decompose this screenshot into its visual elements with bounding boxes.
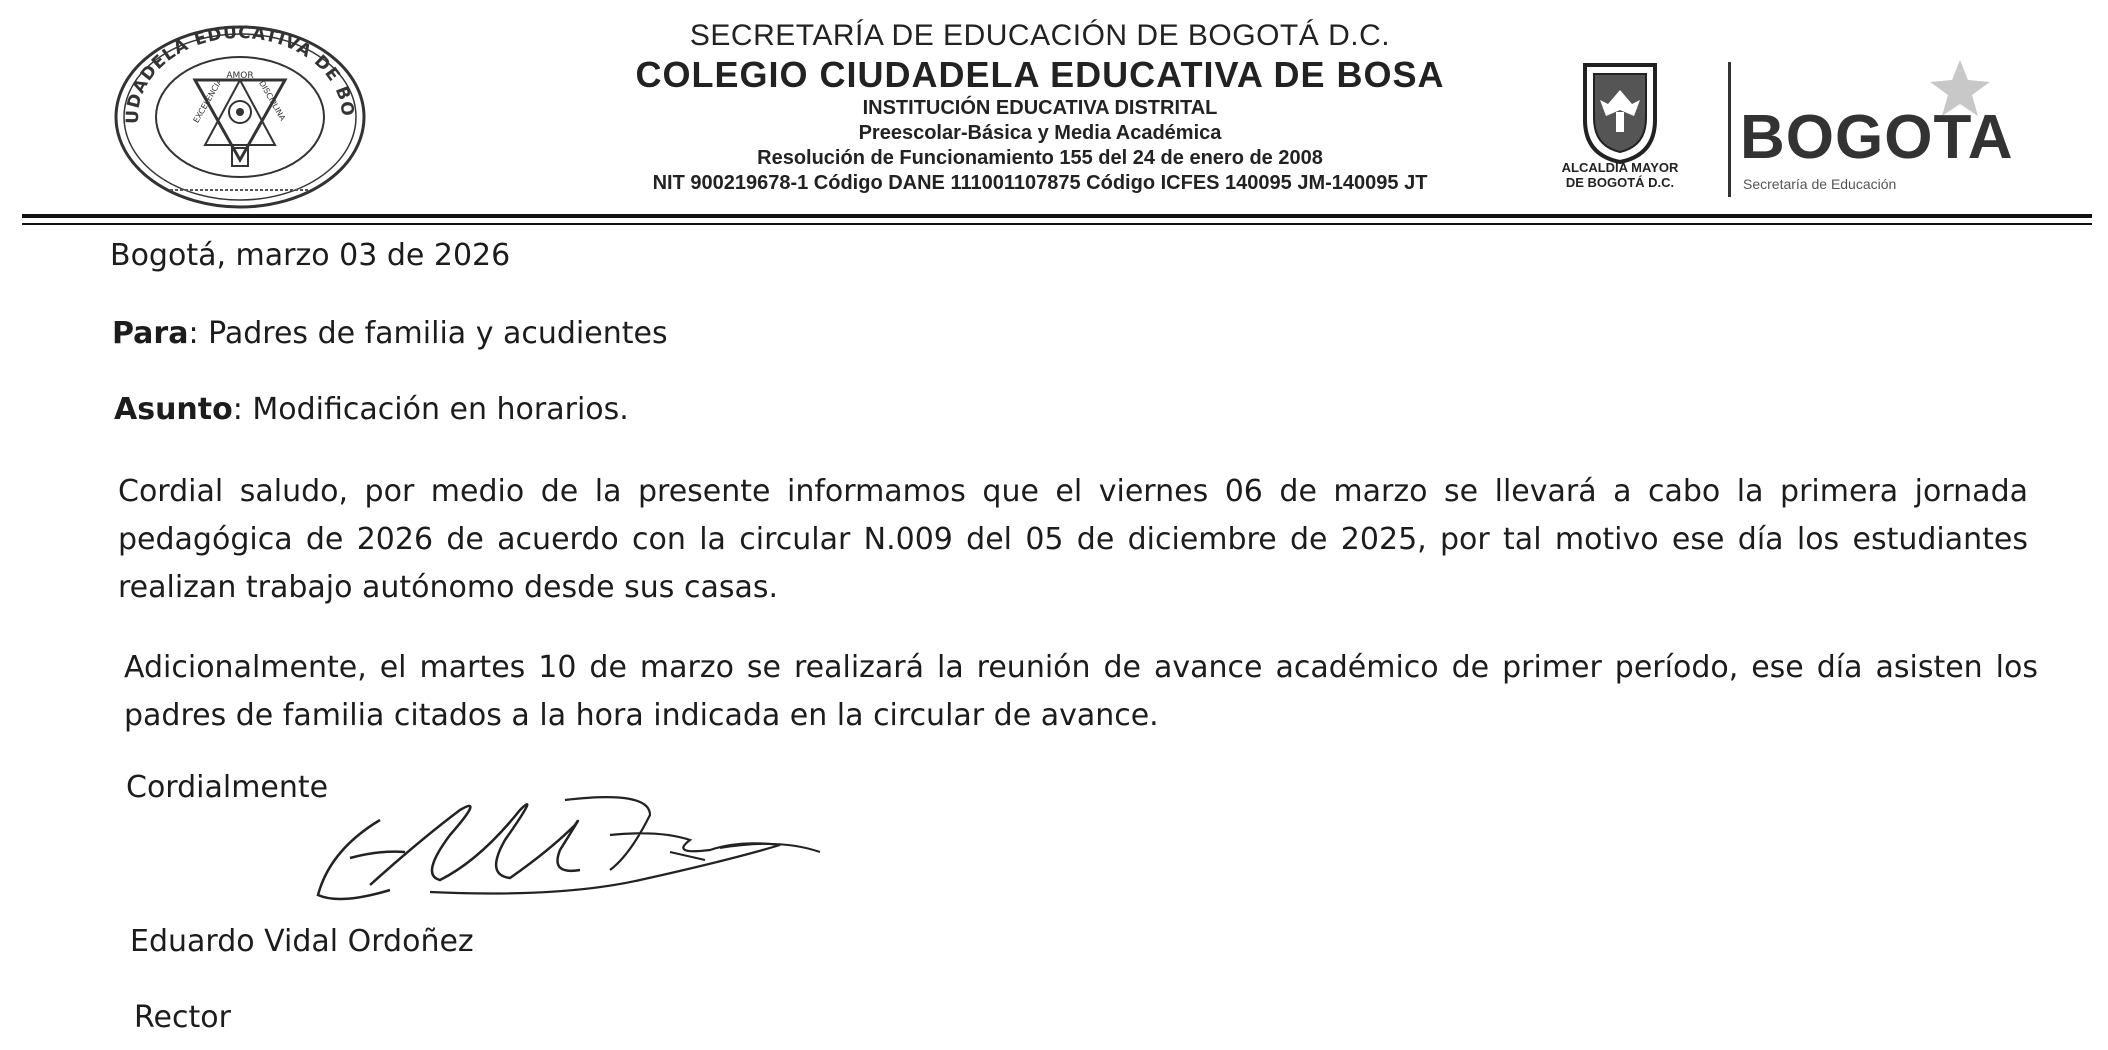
school-seal-logo (110, 20, 370, 210)
bogota-subtitle: Secretaría de Educación (1743, 176, 1897, 192)
seal-word-amor: AMOR (226, 71, 254, 81)
bogota-wordmark: BOGOTA (1740, 103, 2014, 172)
letterhead-text (500, 18, 1580, 196)
recipient-value: : Padres de familia y acudientes (188, 316, 668, 351)
signer-name: Eduardo Vidal Ordoñez (130, 924, 474, 959)
seal-word-excelencia: EXCELENCIA (191, 77, 225, 125)
subject-label: Asunto (114, 392, 233, 427)
signer-role: Rector (134, 1000, 231, 1035)
alcaldia-caption (1535, 160, 1705, 190)
letter-date: Bogotá, marzo 03 de 2026 (110, 238, 511, 273)
resolution-line: Resolución de Funcionamiento 155 del 24 de enero de 2008 (757, 147, 1323, 169)
recipient-line (112, 316, 668, 351)
closing-salutation: Cordialmente (126, 770, 329, 805)
header-rule-thick (22, 214, 2092, 218)
secretaria-title: SECRETARÍA DE EDUCACIÓN DE BOGOTÁ D.C. (689, 19, 1391, 52)
recipient-label: Para (112, 316, 189, 351)
school-name: COLEGIO CIUDADELA EDUCATIVA DE BOSA (635, 54, 1445, 95)
institution-type: INSTITUCIÓN EDUCATIVA DISTRITAL (862, 97, 1218, 119)
body-paragraph-1: Cordial saludo, por medio de la presente informamos que el viernes 06 de marzo se llevará a cabo la primera jornada pedagógica de 2026 de acuerdo con la circular N.009 del 05 de diciembre de 2025, por tal motivo ese día los estudiantes realizan trabajo autónomo desde sus casas. (118, 474, 2028, 605)
subject-line (114, 392, 629, 427)
logo-divider (1728, 62, 1731, 197)
education-levels: Preescolar-Básica y Media Académica (858, 122, 1222, 144)
body-paragraph-2: Adicionalmente, el martes 10 de marzo se realizará la reunión de avance académico de primer período, ese día asisten los padres de familia citados a la hora indicada en la circular de avance. (124, 650, 2038, 733)
alcaldia-caption-line2: DE BOGOTÁ D.C. (1565, 175, 1675, 190)
alcaldia-caption-line1: ALCALDÍA MAYOR (1561, 160, 1679, 175)
seal-ring-text: UDADELA EDUCATIVA DE BO (122, 22, 358, 125)
handwritten-signature (310, 780, 830, 920)
header-rule-thin (22, 223, 2092, 225)
seal-word-disciplina: DISCIPLINA (257, 79, 288, 123)
subject-value: : Modificación en horarios. (232, 392, 629, 427)
nit-dane-line: NIT 900219678-1 Código DANE 111001107875 Código ICFES 140095 JM-140095 JT (652, 172, 1428, 194)
